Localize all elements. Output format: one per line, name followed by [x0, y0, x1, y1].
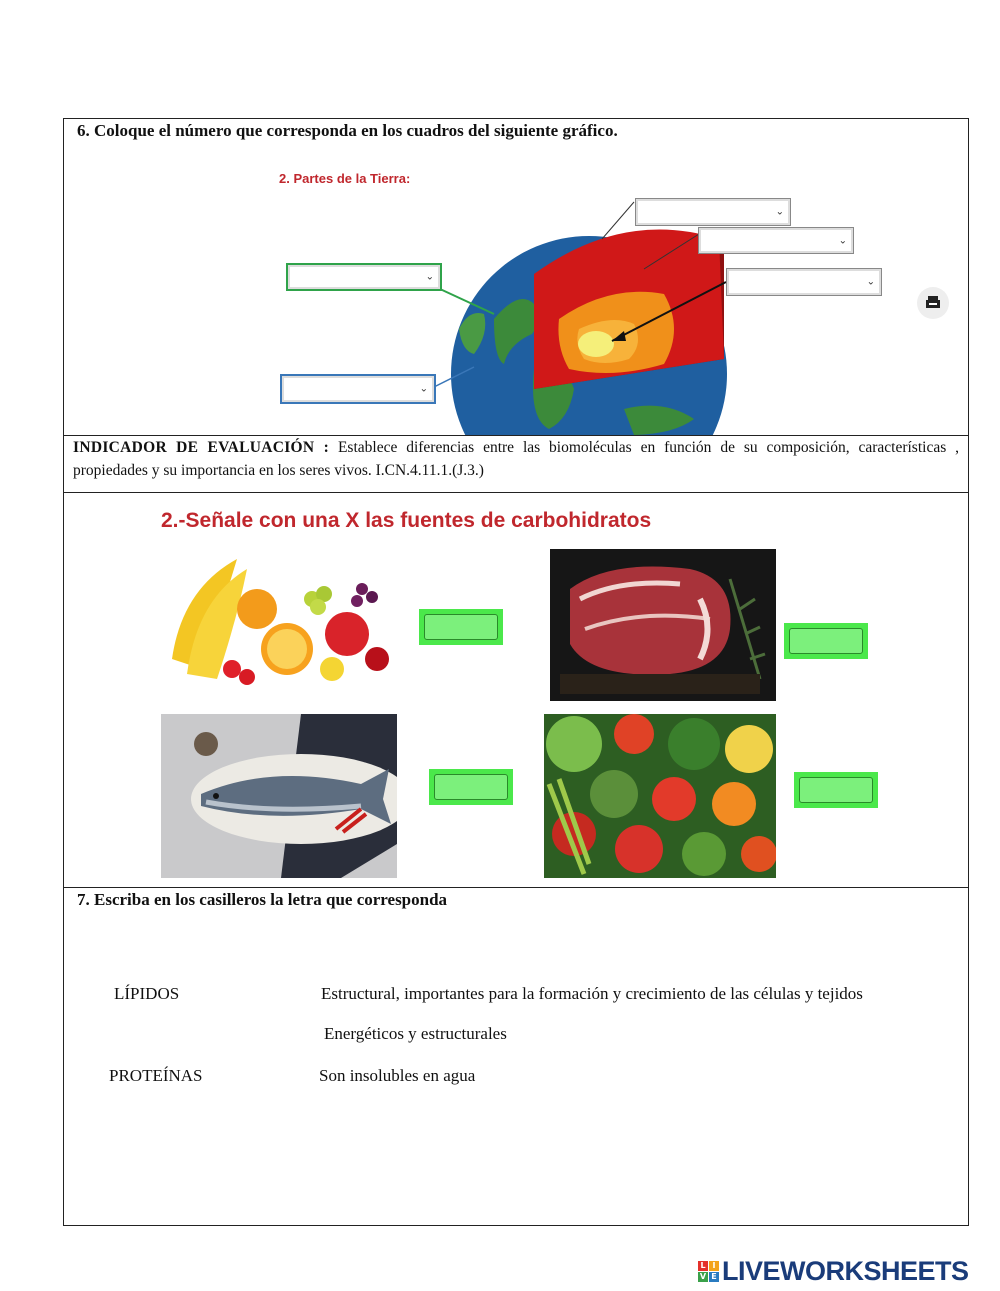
term-lipidos: LÍPIDOS [114, 984, 180, 1003]
core-dropdown[interactable] [726, 268, 882, 296]
definition-1: Estructural, importantes para la formación y crecimiento de las células y tejidos [321, 984, 863, 1003]
worksheet-table [63, 118, 969, 1226]
definition-3: Son insolubles en agua [319, 1066, 476, 1085]
chevron-down-icon: ⌄ [866, 276, 875, 288]
question-6-title: 6. Coloque el número que corresponda en los cuadros del siguiente gráfico. [77, 121, 618, 140]
inner-core [578, 331, 614, 357]
chevron-down-icon: ⌄ [838, 235, 847, 246]
vegetables-answer-box[interactable] [794, 772, 878, 808]
logo-mark-icon: L I V E [698, 1261, 719, 1282]
liveworksheets-logo [698, 1256, 969, 1287]
earth-diagram-title: 2. Partes de la Tierra: [279, 171, 411, 186]
print-icon[interactable] [917, 287, 949, 319]
question-6-row [64, 119, 968, 435]
chevron-down-icon: ⌄ [425, 271, 434, 283]
question-7-title: 7. Escriba en los casilleros la letra que corresponda [77, 890, 448, 909]
meat-image [550, 549, 776, 701]
fish-image [161, 714, 397, 878]
logo-text: LIVEWORKSHEETS [722, 1256, 969, 1286]
mantle-dropdown[interactable] [698, 227, 854, 254]
land-dropdown[interactable] [286, 263, 442, 291]
fish-answer-box[interactable] [429, 769, 513, 805]
term-proteinas: PROTEÍNAS [109, 1066, 203, 1085]
fruits-image [162, 549, 398, 701]
question-2-row [64, 492, 968, 888]
meat-answer-box[interactable] [784, 623, 868, 659]
ocean-dropdown[interactable] [280, 374, 436, 404]
crust-dropdown[interactable] [635, 198, 791, 226]
definition-2: Energéticos y estructurales [324, 1024, 507, 1043]
question-2-title: 2.-Señale con una X las fuentes de carbohidratos [161, 509, 652, 532]
indicator-text: Establece diferencias entre las biomoléculas en función de su composición, características , propiedades y su importancia en los seres vivos. I.CN.4.11.1.(J.3.) [73, 439, 959, 479]
question-7-row [64, 887, 968, 1227]
chevron-down-icon: ⌄ [775, 206, 784, 218]
vegetables-image [544, 714, 776, 878]
indicator-label: INDICADOR DE EVALUACIÓN : [73, 439, 330, 456]
fruits-answer-box[interactable] [419, 609, 503, 645]
chevron-down-icon: ⌄ [419, 383, 428, 395]
evaluation-indicator [73, 436, 959, 482]
